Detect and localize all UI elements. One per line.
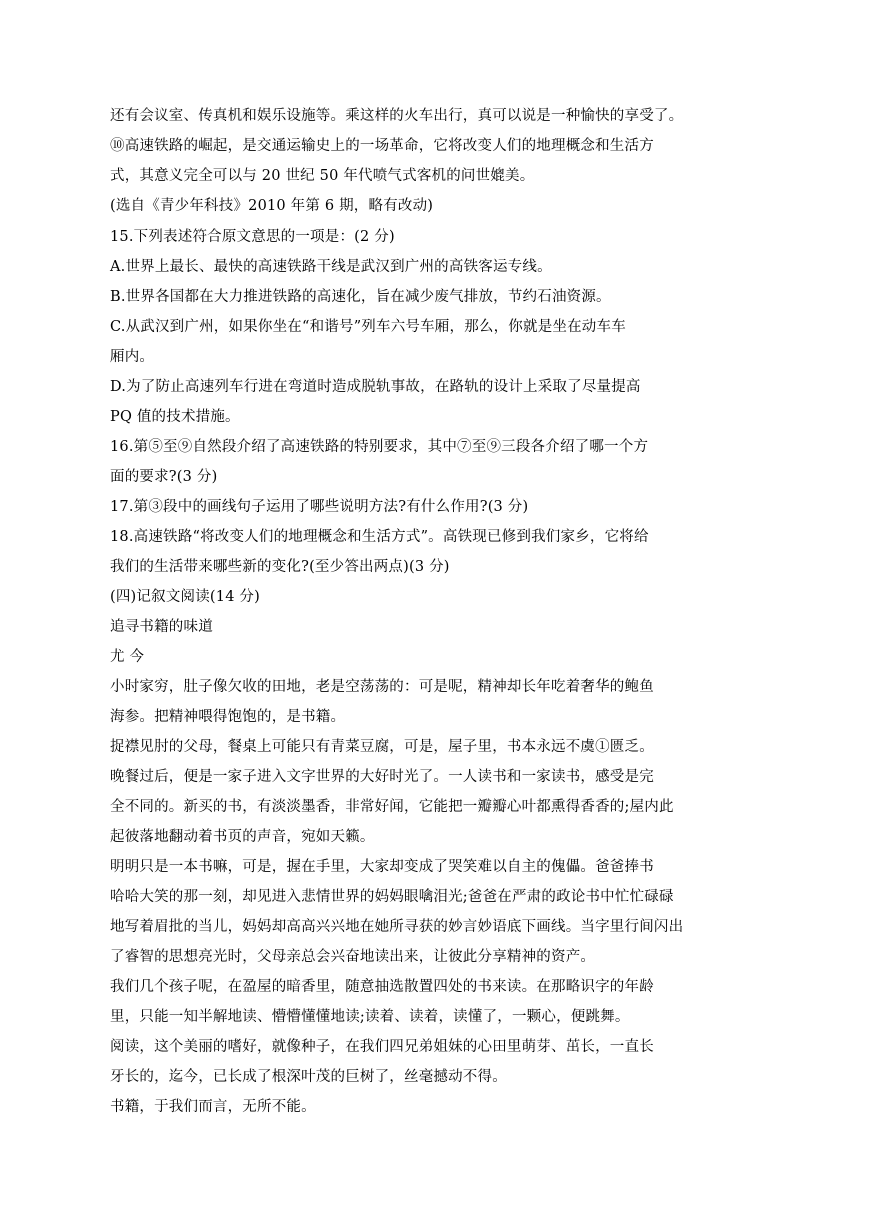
question-18-continued: 我们的生活带来哪些新的变化?(至少答出两点)(3 分)	[110, 559, 450, 575]
section-heading: (四)记叙文阅读(14 分)	[110, 589, 260, 605]
question-17: 17.第③段中的画线句子运用了哪些说明方法?有什么作用?(3 分)	[110, 499, 529, 515]
text-line: 了睿智的思想亮光时，父母亲总会兴奋地读出来，让彼此分享精神的资产。	[110, 949, 596, 965]
text-line: 还有会议室、传真机和娱乐设施等。乘这样的火车出行，真可以说是一种愉快的享受了。	[110, 108, 684, 124]
text-line: 海参。把精神喂得饱饱的，是书籍。	[110, 709, 346, 725]
question-16: 16.第⑤至⑨自然段介绍了高速铁路的特别要求，其中⑦至⑨三段各介绍了哪一个方	[110, 439, 649, 455]
text-line: 地写着眉批的当儿，妈妈却高高兴兴地在她所寻获的妙言妙语底下画线。当字里行间闪出	[110, 919, 684, 935]
text-line: 牙长的，迄今，已长成了根深叶茂的巨树了，丝毫撼动不得。	[110, 1069, 507, 1085]
article-author: 尤 今	[110, 649, 145, 665]
option-b: B.世界各国都在大力推进铁路的高速化，旨在减少废气排放，节约石油资源。	[110, 289, 611, 305]
text-line: 全不同的。新买的书，有淡淡墨香，非常好闻，它能把一瓣瓣心叶都熏得香香的;屋内此	[110, 799, 674, 815]
text-line: 捉襟见肘的父母，餐桌上可能只有青菜豆腐，可是，屋子里，书本永远不虞①匮乏。	[110, 739, 654, 755]
text-line: 我们几个孩子呢，在盈屋的暗香里，随意抽选散置四处的书来读。在那略识字的年龄	[110, 979, 654, 995]
text-line: 小时家穷，肚子像欠收的田地，老是空荡荡的：可是呢，精神却长年吃着奢华的鲍鱼	[110, 679, 654, 695]
text-line: 里，只能一知半解地读、懵懵懂懂地读;读着、读着，读懂了，一颗心，便跳舞。	[110, 1009, 630, 1025]
question-16-continued: 面的要求?(3 分)	[110, 469, 218, 485]
text-line: ⑩高速铁路的崛起，是交通运输史上的一场革命，它将改变人们的地理概念和生活方	[110, 138, 654, 154]
option-d: D.为了防止高速列车行进在弯道时造成脱轨事故，在路轨的设计上采取了尽量提高	[110, 379, 641, 395]
text-line: 起彼落地翻动着书页的声音，宛如天籁。	[110, 829, 375, 845]
text-line: 晚餐过后，便是一家子进入文字世界的大好时光了。一人读书和一家读书，感受是完	[110, 769, 654, 785]
option-d-continued: PQ 值的技术措施。	[110, 409, 240, 425]
text-line: 式，其意义完全可以与 20 世纪 50 年代喷气式客机的问世媲美。	[110, 168, 535, 184]
option-a: A.世界上最长、最快的高速铁路干线是武汉到广州的高铁客运专线。	[110, 259, 552, 275]
text-line: 哈哈大笑的那一刻，却见进入悲情世界的妈妈眼噙泪光;爸爸在严肃的政论书中忙忙碌碌	[110, 889, 674, 905]
question-15: 15.下列表述符合原文意思的一项是：(2 分)	[110, 229, 395, 245]
text-line: 明明只是一本书嘛，可是，握在手里，大家却变成了哭笑难以自主的傀儡。爸爸捧书	[110, 859, 654, 875]
source-note: (选自《青少年科技》2010 年第 6 期，略有改动)	[110, 198, 434, 214]
option-c-continued: 厢内。	[110, 349, 155, 365]
question-18: 18.高速铁路“将改变人们的地理概念和生活方式”。高铁现已修到我们家乡，它将给	[110, 529, 649, 545]
text-line: 书籍，于我们而言，无所不能。	[110, 1099, 316, 1115]
text-line: 阅读，这个美丽的嗜好，就像种子，在我们四兄弟姐妹的心田里萌芽、茁长，一直长	[110, 1039, 654, 1055]
article-title: 追寻书籍的味道	[110, 619, 213, 635]
option-c: C.从武汉到广州，如果你坐在“和谐号”列车六号车厢，那么，你就是坐在动车车	[110, 319, 626, 335]
